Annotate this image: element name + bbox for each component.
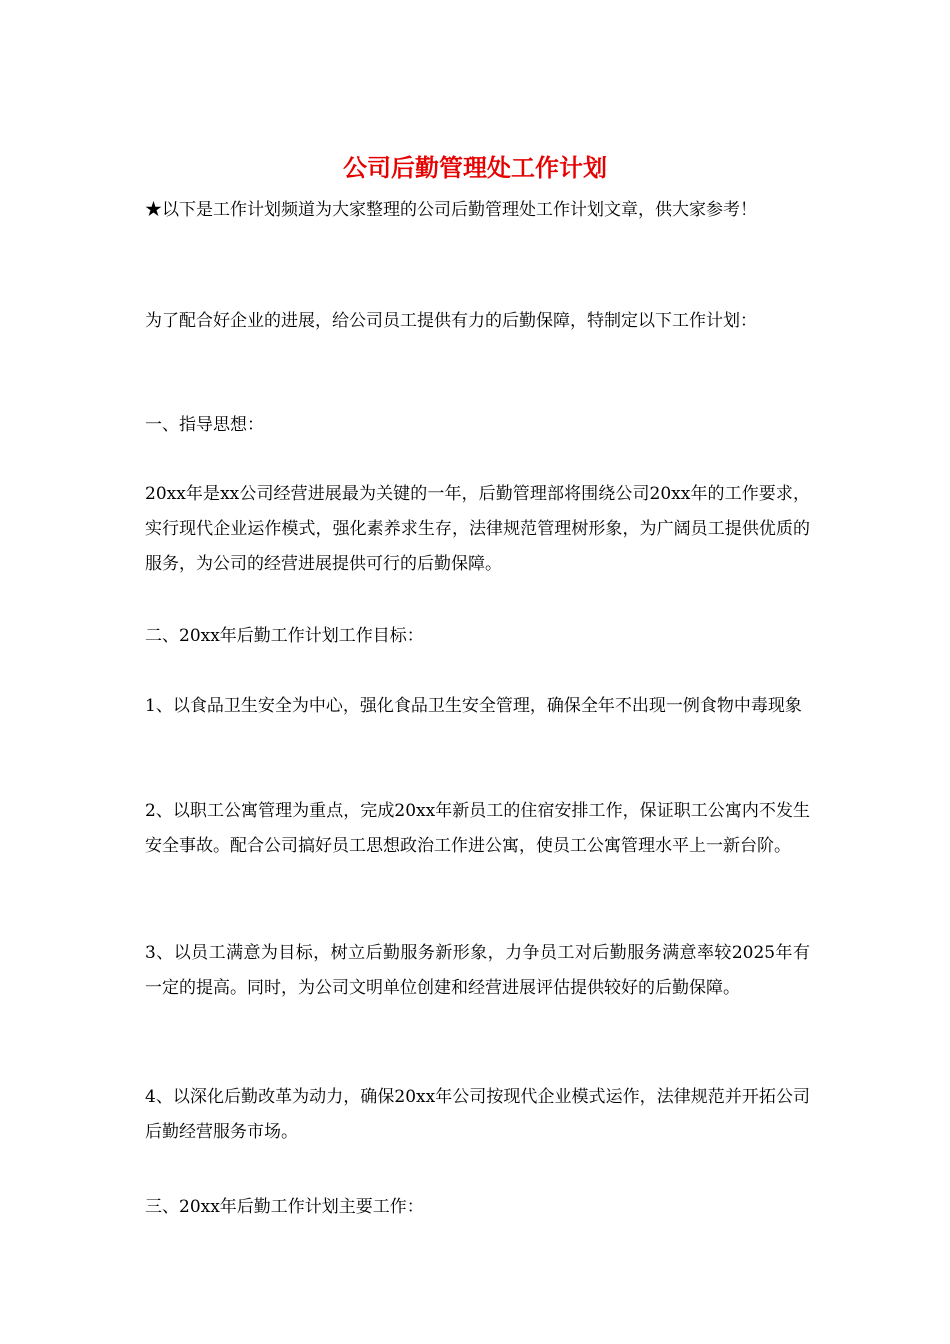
goal-item-4: 4、以深化后勤改革为动力，确保20xx年公司按现代企业模式运作，法律规范并开拓公司后勤经营服务市场。 bbox=[145, 1087, 810, 1142]
goal-item-1: 1、以食品卫生安全为中心，强化食品卫生安全管理，确保全年不出现一例食物中毒现象 bbox=[145, 696, 802, 716]
goal-item-2: 2、以职工公寓管理为重点，完成20xx年新员工的住宿安排工作，保证职工公寓内不发生安全事故。配合公司搞好员工思想政治工作进公寓，使员工公寓管理水平上一新台阶。 bbox=[145, 801, 810, 856]
paragraph-guiding-ideology: 20xx年是xx公司经营进展最为关键的一年，后勤管理部将围绕公司20xx年的工作要求，实行现代企业运作模式，强化素养求生存，法律规范管理树形象，为广阔员工提供优质的服务，为公司的经营进展提供可行的后勤保障。 bbox=[145, 484, 810, 574]
section-heading-main-work: 三、20xx年后勤工作计划主要工作： bbox=[145, 1197, 424, 1217]
section-heading-guiding-ideology: 一、指导思想： bbox=[145, 415, 264, 435]
goal-item-3: 3、以员工满意为目标，树立后勤服务新形象，力争员工对后勤服务满意率较2025年有一定的提高。同时，为公司文明单位创建和经营进展评估提供较好的后勤保障。 bbox=[145, 943, 810, 998]
paragraph-purpose: 为了配合好企业的进展，给公司员工提供有力的后勤保障，特制定以下工作计划： bbox=[145, 311, 757, 331]
document-title: 公司后勤管理处工作计划 bbox=[343, 153, 607, 182]
section-heading-goals: 二、20xx年后勤工作计划工作目标： bbox=[145, 626, 424, 646]
intro-paragraph: ★以下是工作计划频道为大家整理的公司后勤管理处工作计划文章，供大家参考！ bbox=[145, 200, 757, 220]
